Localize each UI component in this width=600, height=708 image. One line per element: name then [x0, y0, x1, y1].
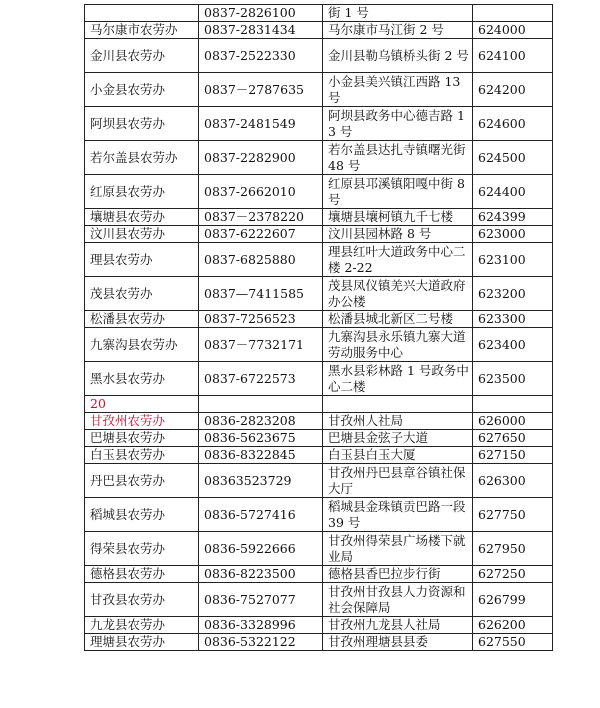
address-cell: 甘孜州人社局 [323, 413, 473, 430]
phone-cell: 0837-6825880 [199, 243, 323, 277]
office-cell: 壤塘县农劳办 [85, 209, 199, 226]
phone-cell: 0836-5322122 [199, 634, 323, 651]
table-row [85, 311, 553, 328]
postcode-cell: 627950 [473, 532, 553, 566]
office-cell: 丹巴县农劳办 [85, 464, 199, 498]
phone-cell: 0836-5922666 [199, 532, 323, 566]
table-row [85, 464, 553, 498]
postcode-cell: 626200 [473, 617, 553, 634]
address-cell: 红原县邛溪镇阳嘎中街 8 号 [323, 175, 473, 209]
office-cell: 九龙县农劳办 [85, 617, 199, 634]
table-row [85, 430, 553, 447]
office-cell: 巴塘县农劳办 [85, 430, 199, 447]
address-cell: 茂县凤仪镇羌兴大道政府办公楼 [323, 277, 473, 311]
address-cell: 壤塘县壤柯镇九千七楼 [323, 209, 473, 226]
office-cell: 阿坝县农劳办 [85, 107, 199, 141]
table-row [85, 141, 553, 175]
postcode-cell: 623500 [473, 362, 553, 396]
phone-cell: 0837—7411585 [199, 277, 323, 311]
office-cell: 得荣县农劳办 [85, 532, 199, 566]
postcode-cell: 626300 [473, 464, 553, 498]
office-cell: 甘孜县农劳办 [85, 583, 199, 617]
postcode-cell: 623200 [473, 277, 553, 311]
postcode-cell: 624399 [473, 209, 553, 226]
address-cell: 德格县香巴拉步行街 [323, 566, 473, 583]
address-cell: 巴塘县金弦子大道 [323, 430, 473, 447]
phone-cell: 0836-8223500 [199, 566, 323, 583]
address-cell: 九寨沟县永乐镇九寨大道劳动服务中心 [323, 328, 473, 362]
table-row [85, 566, 553, 583]
phone-cell: 0836-5727416 [199, 498, 323, 532]
phone-cell: 0836-7527077 [199, 583, 323, 617]
postcode-cell: 627650 [473, 430, 553, 447]
address-cell: 稻城县金珠镇贡巴路一段 39 号 [323, 498, 473, 532]
office-cell: 红原县农劳办 [85, 175, 199, 209]
address-cell: 金川县勒乌镇桥头街 2 号 [323, 39, 473, 73]
phone-cell: 0836-3328996 [199, 617, 323, 634]
table-row [85, 634, 553, 651]
postcode-cell: 624400 [473, 175, 553, 209]
table-row [85, 5, 553, 22]
phone-cell: 0837-2282900 [199, 141, 323, 175]
office-cell [85, 5, 199, 22]
address-cell: 甘孜州丹巴县章谷镇社保大厅 [323, 464, 473, 498]
address-cell: 汶川县园林路 8 号 [323, 226, 473, 243]
office-cell: 理县农劳办 [85, 243, 199, 277]
table-row [85, 107, 553, 141]
address-cell: 白玉县白玉大厦 [323, 447, 473, 464]
table-row [85, 277, 553, 311]
section-number: 20 [85, 396, 199, 413]
phone-cell: 0837-6222607 [199, 226, 323, 243]
phone-cell: 0837-2481549 [199, 107, 323, 141]
office-cell: 小金县农劳办 [85, 73, 199, 107]
phone-cell: 0836-2823208 [199, 413, 323, 430]
address-cell: 小金县美兴镇江西路 13 号 [323, 73, 473, 107]
postcode-cell: 623400 [473, 328, 553, 362]
postcode-cell: 624000 [473, 22, 553, 39]
postcode-cell: 627550 [473, 634, 553, 651]
phone-cell: 0837－2378220 [199, 209, 323, 226]
contact-table [84, 4, 553, 651]
office-cell: 九寨沟县农劳办 [85, 328, 199, 362]
table-row [85, 175, 553, 209]
address-cell: 黑水县彩林路 1 号政务中心二楼 [323, 362, 473, 396]
table-row [85, 583, 553, 617]
table-row [85, 209, 553, 226]
postcode-cell: 623000 [473, 226, 553, 243]
phone-cell: 0837-2662010 [199, 175, 323, 209]
address-cell: 甘孜州甘孜县人力资源和社会保障局 [323, 583, 473, 617]
address-cell: 若尔盖县达扎寺镇曙光街 48 号 [323, 141, 473, 175]
phone-cell: 08363523729 [199, 464, 323, 498]
postcode-cell: 624500 [473, 141, 553, 175]
address-cell: 松潘县城北新区二号楼 [323, 311, 473, 328]
office-cell: 理塘县农劳办 [85, 634, 199, 651]
phone-cell: 0836-5623675 [199, 430, 323, 447]
address-cell: 甘孜州得荣县广场楼下就业局 [323, 532, 473, 566]
postcode-cell: 624600 [473, 107, 553, 141]
address-cell: 阿坝县政务中心德吉路 13 号 [323, 107, 473, 141]
table-row [85, 226, 553, 243]
office-cell: 松潘县农劳办 [85, 311, 199, 328]
office-cell: 若尔盖县农劳办 [85, 141, 199, 175]
section-number-row [85, 396, 553, 413]
office-cell: 黑水县农劳办 [85, 362, 199, 396]
phone-cell: 0837－2787635 [199, 73, 323, 107]
postcode-cell: 623300 [473, 311, 553, 328]
empty-cell [323, 396, 473, 413]
table-row [85, 73, 553, 107]
office-cell: 茂县农劳办 [85, 277, 199, 311]
table-row [85, 22, 553, 39]
address-cell: 马尔康市马江街 2 号 [323, 22, 473, 39]
table-row [85, 617, 553, 634]
empty-cell [473, 396, 553, 413]
postcode-cell: 626000 [473, 413, 553, 430]
office-cell: 金川县农劳办 [85, 39, 199, 73]
address-cell: 甘孜州九龙县人社局 [323, 617, 473, 634]
phone-cell: 0837-7256523 [199, 311, 323, 328]
office-cell: 马尔康市农劳办 [85, 22, 199, 39]
office-cell: 稻城县农劳办 [85, 498, 199, 532]
phone-cell: 0837-2831434 [199, 22, 323, 39]
table-row [85, 413, 553, 430]
table-row [85, 362, 553, 396]
office-cell: 甘孜州农劳办 [85, 413, 199, 430]
phone-cell: 0837－7732171 [199, 328, 323, 362]
address-cell: 街 1 号 [323, 5, 473, 22]
table-row [85, 243, 553, 277]
office-cell: 汶川县农劳办 [85, 226, 199, 243]
postcode-cell: 627750 [473, 498, 553, 532]
postcode-cell [473, 5, 553, 22]
postcode-cell: 626799 [473, 583, 553, 617]
office-cell: 白玉县农劳办 [85, 447, 199, 464]
table-row [85, 447, 553, 464]
postcode-cell: 624200 [473, 73, 553, 107]
phone-cell: 0836-8322845 [199, 447, 323, 464]
empty-cell [199, 396, 323, 413]
phone-cell: 0837-2522330 [199, 39, 323, 73]
phone-cell: 0837-6722573 [199, 362, 323, 396]
postcode-cell: 623100 [473, 243, 553, 277]
address-cell: 理县红叶大道政务中心二楼 2-22 [323, 243, 473, 277]
phone-cell: 0837-2826100 [199, 5, 323, 22]
postcode-cell: 627250 [473, 566, 553, 583]
table-row [85, 532, 553, 566]
postcode-cell: 624100 [473, 39, 553, 73]
postcode-cell: 627150 [473, 447, 553, 464]
table-row [85, 498, 553, 532]
table-row [85, 328, 553, 362]
table-row [85, 39, 553, 73]
address-cell: 甘孜州理塘县县委 [323, 634, 473, 651]
office-cell: 德格县农劳办 [85, 566, 199, 583]
